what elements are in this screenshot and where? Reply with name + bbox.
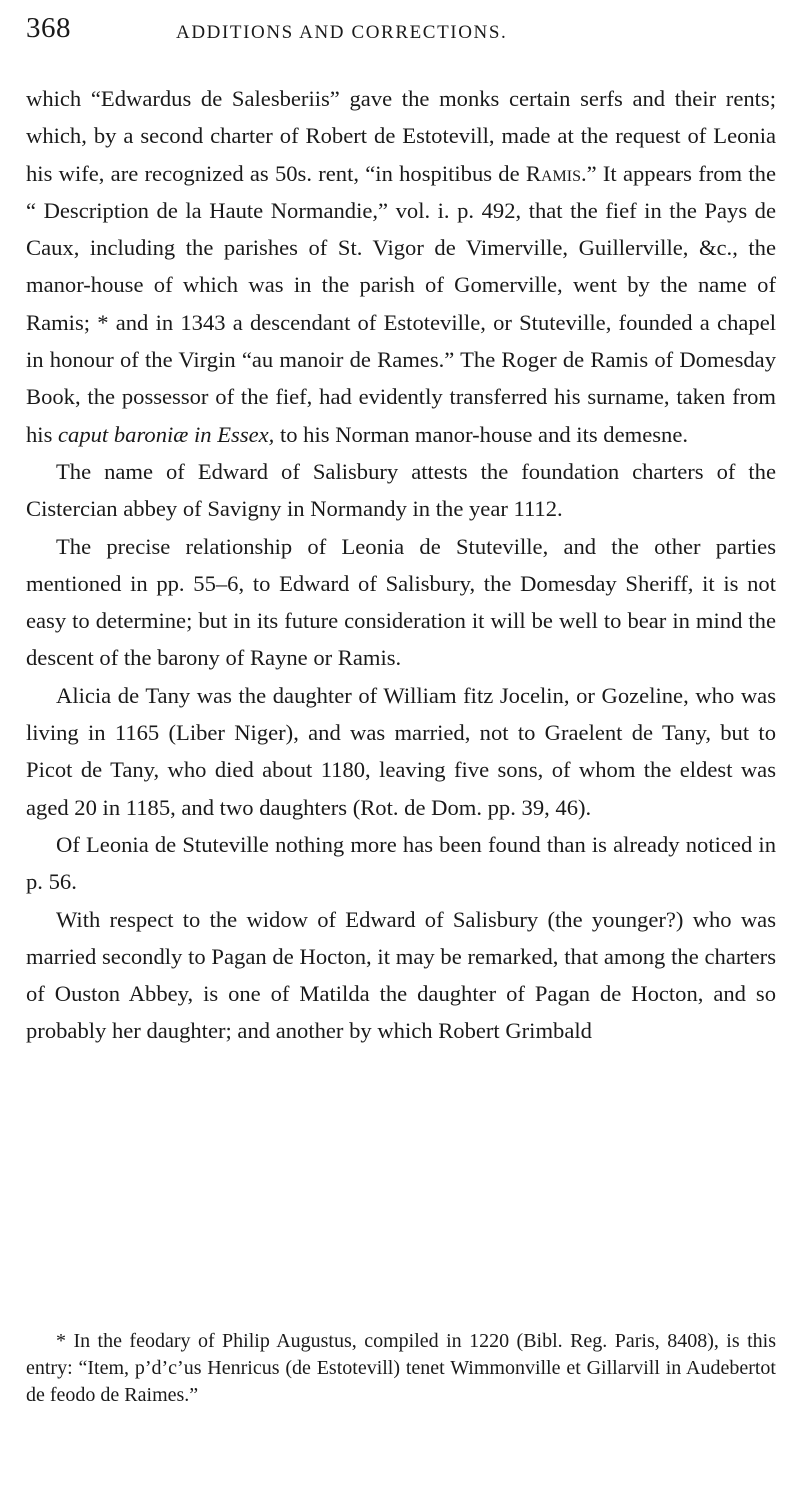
paragraph-1 <box>26 80 776 453</box>
page-number: 368 <box>26 12 71 44</box>
paragraph-6: With respect to the widow of Edward of Salisbury (the younger?) who was married secondly to Pagan de Hocton, it may be remarked, that among the charters of Ouston Abbey, is one of Matilda the daughter of Pagan de Hocton, and so probably her daughter; and another by which Robert Grimbald <box>26 906 776 1044</box>
body-text <box>26 80 776 1050</box>
paragraph-1-smallcaps: Ramis <box>525 160 581 186</box>
page-header <box>26 12 786 52</box>
paragraph-1-part-2: .” It appears from the “ Description de la Haute Normandie,” vol. i. p. 492, that the fief in the Pays de Caux, including the parishes of St. Vigor de Vimerville, Guillerville, &c., the manor-house of which was in the parish of Gomerville, went by the name of Ramis; * and in 1343 a descendant of Estoteville, or Stuteville, founded a chapel in honour of the Virgin “au manoir de Rames.” The Roger de Ramis of Domesday Book, the possessor of the fief, had evidently transferred his surname, taken from his <box>26 160 776 447</box>
paragraph-1-part-3: to his Norman manor-house and its demesne. <box>274 421 688 447</box>
paragraph-5: Of Leonia de Stuteville nothing more has been found than is already noticed in p. 56. <box>26 831 776 895</box>
paragraph-1-italic: caput baroniæ in Essex, <box>58 421 275 447</box>
paragraph-1-part-1: which “Edwardus de Salesberiis” gave the monks certain serfs and their rents; which, by a second charter of Robert de Estotevill, made at the request of Leonia his wife, are recognized as 50s. rent, “in hospitibus de <box>26 86 776 186</box>
running-title: ADDITIONS AND CORRECTIONS. <box>176 22 508 43</box>
paragraph-3: The precise relationship of Leonia de Stuteville, and the other parties mentioned in pp. 55–6, to Edward of Salisbury, the Domesday Sheriff, it is not easy to determine; but in its future consideration it will be well to bear in mind the descent of the barony of Rayne or Ramis. <box>26 533 776 671</box>
footnote: * In the feodary of Philip Augustus, compiled in 1220 (Bibl. Reg. Paris, 8408), is this entry: “Item, p’d’c’us Henricus (de Estotevill) tenet Wimmonville et Gillarvill in Audebertot de feodo de Raimes.” <box>26 1330 776 1406</box>
paragraph-2: The name of Edward of Salisbury attests the foundation charters of the Cistercian abbey of Savigny in Normandy in the year 1112. <box>26 458 776 522</box>
paragraph-4: Alicia de Tany was the daughter of William fitz Jocelin, or Gozeline, who was living in 1165 (Liber Niger), and was married, not to Graelent de Tany, but to Picot de Tany, who died about 1180, leaving five sons, of whom the eldest was aged 20 in 1185, and two daughters (Rot. de Dom. pp. 39, 46). <box>26 682 776 820</box>
